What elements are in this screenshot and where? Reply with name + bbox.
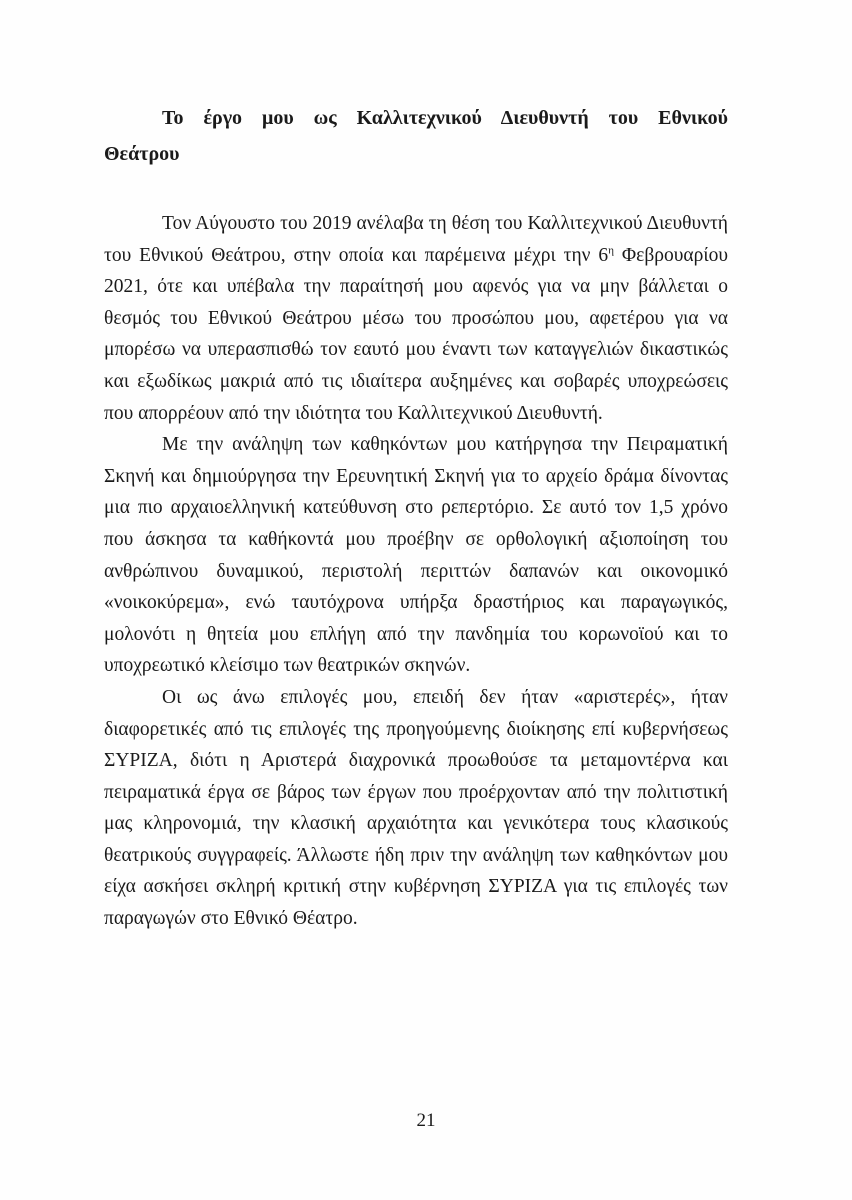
section-heading [104,100,728,172]
heading-line-2: Θεάτρου [104,143,180,165]
ordinal-superscript: η [608,244,614,257]
paragraph-2: Με την ανάληψη των καθηκόντων μου κατήργησα την Πειραματική Σκηνή και δημιούργησα την Ερευνητική Σκηνή για το αρχείο δράμα δίνοντας μια πιο αρχαιοελληνική κατεύθυνση στο ρεπερτόριο. Σε αυτό τον 1,5 χρόνο που άσκησα τα καθήκοντά μου προέβην σε ορθολογική αξιοποίηση του ανθρώπινου δυναμικού, περιστολή περιττών δαπανών και οικονομικό «νοικοκύρεμα», ενώ ταυτόχρονα υπήρξα δραστήριος και παραγωγικός, μολονότι η θητεία μου επλήγη από την πανδημία του κορωνοϊού και το υποχρεωτικό κλείσιμο των θεατρικών σκηνών. [104,434,728,677]
page-content [104,100,728,935]
heading-line-1: Το έργο μου ως Καλλιτεχνικού Διευθυντή του Εθνικού [162,107,728,129]
paragraph-1-text-b: Φεβρουαρίου 2021, ότε και υπέβαλα την παραίτησή μου αφενός για να μην βάλλεται ο θεσμός του Εθνικού Θεάτρου μέσω του προσώπου μου, αφετέρου για να μπορέσω να υπερασπισθώ τον εαυτό μου έναντι των καταγγελιών δικαστικώς και εξωδίκως μακριά από τις ιδιαίτερα αυξημένες και σοβαρές υποχρεώσεις που απορρέουν από την ιδιότητα του Καλλιτεχνικού Διευθυντή. [104,244,728,424]
paragraph-1-text-a: Τον Αύγουστο του 2019 ανέλαβα τη θέση του Καλλιτεχνικού Διευθυντή του Εθνικού Θεάτρου, στην οποία και παρέμεινα μέχρι την 6 [104,213,728,266]
page-number: 21 [416,1110,436,1131]
paragraph-3: Οι ως άνω επιλογές μου, επειδή δεν ήταν «αριστερές», ήταν διαφορετικές από τις επιλογές της προηγούμενης διοίκησης επί κυβερνήσεως ΣΥΡΙΖΑ, διότι η Αριστερά διαχρονικά προωθούσε τα μεταμοντέρνα και πειραματικά έργα σε βάρος των έργων που προέρχονταν από την πολιτιστική μας κληρονομιά, την κλασική αρχαιότητα και γενικότερα τους κλασικούς θεατρικούς συγγραφείς. Άλλωστε ήδη πριν την ανάληψη των καθηκόντων μου είχα ασκήσει σκληρή κριτική στην κυβέρνηση ΣΥΡΙΖΑ για τις επιλογές των παραγωγών στο Εθνικό Θέατρο. [104,686,728,930]
paragraph-1 [104,208,728,429]
